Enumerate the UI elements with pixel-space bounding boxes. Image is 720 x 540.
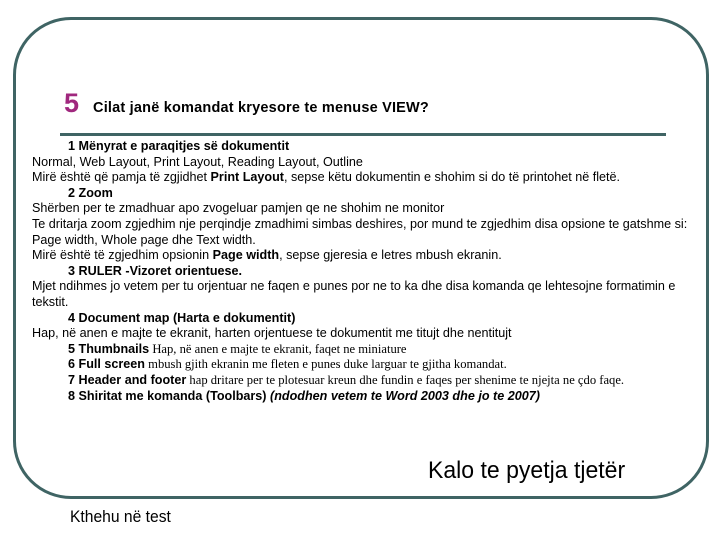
text: , sepse këtu dokumentin e shohim si do të printohet në fletë. — [283, 170, 621, 185]
full-screen-description: mbush gjith ekranin me fleten e punes duke larguar te gjitha komandat. — [145, 357, 507, 372]
text: Mirë është që pamja të zgjidhet — [32, 170, 211, 185]
header-footer-description: hap dritare per te plotesuar kreun dhe fundin e faqes per shenime te njejta ne çdo faqe. — [186, 372, 625, 387]
emphasis-page-width: Page width — [212, 248, 280, 263]
document-map-description: Hap, në anen e majte te ekranit, harten orjentuese te dokumentit me titujt dhe nentitujt — [32, 326, 512, 341]
header-footer-item — [32, 373, 692, 389]
view-modes-list: Normal, Web Layout, Print Layout, Reading Layout, Outline — [32, 154, 363, 169]
text: Mirë është të zgjedhim opsionin — [32, 248, 213, 263]
emphasis-print-layout: Print Layout — [210, 170, 284, 185]
next-question-link[interactable]: Kalo te pyetja tjetër — [428, 457, 626, 484]
section-heading-zoom: 2 Zoom — [68, 185, 113, 200]
toolbars-note: (ndodhen vetem te Word 2003 dhe jo te 2007) — [266, 388, 540, 403]
section-heading-ruler: 3 RULER -Vizoret orientuese. — [68, 263, 243, 278]
thumbnails-item — [32, 342, 692, 358]
answer-content — [32, 139, 692, 404]
section-heading-toolbars: 8 Shiritat me komanda (Toolbars) — [68, 388, 267, 403]
back-to-test-link[interactable]: Kthehu në test — [70, 507, 171, 526]
ruler-description: Mjet ndihmes jo vetem per tu orjentuar ne faqen e punes por ne to ka dhe disa komanda qe lehtesojne formatimin e tekstit. — [32, 279, 676, 309]
zoom-description: Shërben per te zmadhuar apo zvogeluar pamjen qe ne shohim ne monitor — [32, 201, 445, 216]
toolbars-item — [32, 389, 692, 405]
section-heading-view-modes: 1 Mënyrat e paraqitjes së dokumentit — [68, 139, 290, 153]
section-heading-header-footer: 7 Header and footer — [68, 372, 187, 387]
section-heading-full-screen: 6 Full screen — [68, 357, 145, 372]
section-heading-document-map: 4 Document map (Harta e dokumentit) — [68, 310, 296, 325]
zoom-options: Page width, Whole page dhe Text width. — [32, 232, 256, 247]
zoom-recommendation — [32, 248, 692, 264]
full-screen-item — [32, 357, 692, 373]
question-title: Cilat janë komandat kryesore te menuse VIEW? — [93, 100, 429, 116]
zoom-dialog-description: Te dritarja zoom zgjedhim nje perqindje zmadhimi simbas deshires, por mund te zgjedhim disa opsione te gatshme si: — [32, 216, 688, 231]
title-separator — [60, 133, 666, 136]
question-number: 5 — [64, 88, 80, 118]
text: , sepse gjeresia e letres mbush ekranin. — [279, 248, 502, 263]
view-modes-recommendation — [32, 170, 692, 186]
thumbnails-description: Hap, në anen e majte te ekranit, faqet ne miniature — [149, 341, 407, 356]
question-header — [64, 88, 429, 118]
section-heading-thumbnails: 5 Thumbnails — [68, 341, 150, 356]
